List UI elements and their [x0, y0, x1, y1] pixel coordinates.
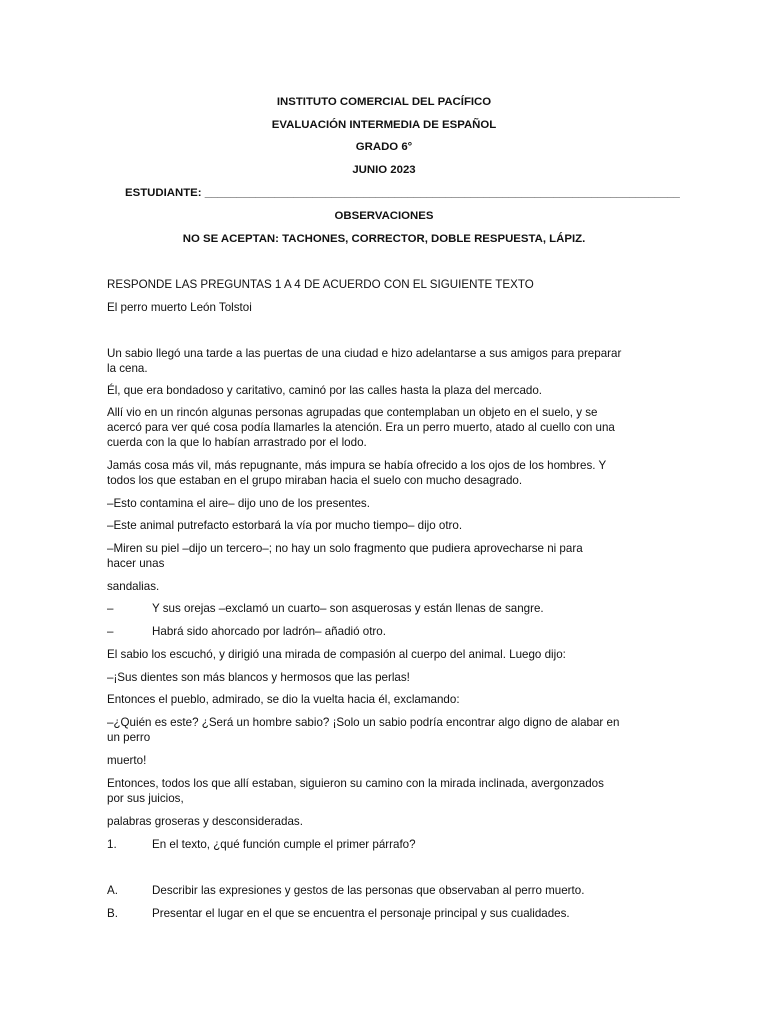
- story-line: todos los que estaban en el grupo miraban hacia el suelo con mucho desagrado.: [107, 474, 523, 487]
- option-letter: A.: [107, 884, 118, 897]
- story-line: cuerda con la que lo habían arrastrado por el lodo.: [107, 436, 367, 449]
- dash-item-text: Habrá sido ahorcado por ladrón– añadió otro.: [152, 625, 386, 638]
- dash-marker: –: [107, 602, 114, 615]
- option-letter: B.: [107, 907, 118, 920]
- story-line: palabras groseras y desconsideradas.: [107, 815, 303, 828]
- exam-title: EVALUACIÓN INTERMEDIA DE ESPAÑOL: [271, 119, 497, 131]
- option-a-text: Describir las expresiones y gestos de las personas que observaban al perro muerto.: [152, 884, 585, 897]
- story-line: El sabio los escuchó, y dirigió una mirada de compasión al cuerpo del animal. Luego dijo:: [107, 648, 566, 661]
- story-line: Entonces, todos los que allí estaban, siguieron su camino con la mirada inclinada, avergonzados: [107, 777, 604, 790]
- question-text: En el texto, ¿qué función cumple el primer párrafo?: [152, 838, 416, 851]
- story-line: Allí vio en un rincón algunas personas agrupadas que contemplaban un objeto en el suelo, y se: [107, 406, 598, 419]
- story-line: –¡Sus dientes son más blancos y hermosos que las perlas!: [107, 671, 410, 684]
- story-line: un perro: [107, 731, 151, 744]
- observations-title: OBSERVACIONES: [334, 210, 434, 222]
- story-line: hacer unas: [107, 557, 165, 570]
- exam-date: JUNIO 2023: [352, 164, 416, 176]
- story-line: la cena.: [107, 362, 148, 375]
- option-b-text: Presentar el lugar en el que se encuentra el personaje principal y sus cualidades.: [152, 907, 570, 920]
- story-title: El perro muerto León Tolstoi: [107, 301, 252, 314]
- story-line: –Esto contamina el aire– dijo uno de los presentes.: [107, 497, 370, 510]
- story-line: Entonces el pueblo, admirado, se dio la vuelta hacia él, exclamando:: [107, 693, 460, 706]
- institution-name: INSTITUTO COMERCIAL DEL PACÍFICO: [276, 96, 492, 108]
- story-line: por sus juicios,: [107, 792, 184, 805]
- story-line: Un sabio llegó una tarde a las puertas de una ciudad e hizo adelantarse a sus amigos para preparar: [107, 347, 622, 360]
- instructions: RESPONDE LAS PREGUNTAS 1 A 4 DE ACUERDO CON EL SIGUIENTE TEXTO: [107, 278, 534, 291]
- dash-marker: –: [107, 625, 114, 638]
- story-line: Él, que era bondadoso y caritativo, caminó por las calles hasta la plaza del mercado.: [107, 384, 543, 397]
- story-line: Jamás cosa más vil, más repugnante, más impura se había ofrecido a los ojos de los hombres. Y: [107, 459, 607, 472]
- story-line: acercó para ver qué cosa podía llamarles la atención. Era un perro muerto, atado al cuello con una: [107, 421, 615, 434]
- observations-text: NO SE ACEPTAN: TACHONES, CORRECTOR, DOBLE RESPUESTA, LÁPIZ.: [182, 233, 586, 245]
- student-name-field: ESTUDIANTE: ___________________________________________________________________________: [125, 187, 680, 199]
- dash-item-text: Y sus orejas –exclamó un cuarto– son asquerosas y están llenas de sangre.: [152, 602, 544, 615]
- story-line: muerto!: [107, 754, 147, 767]
- question-number: 1.: [107, 838, 117, 851]
- story-line: –¿Quién es este? ¿Será un hombre sabio? ¡Solo un sabio podría encontrar algo digno de alabar en: [107, 716, 620, 729]
- grade-label: GRADO 6°: [355, 141, 413, 153]
- story-line: –Este animal putrefacto estorbará la vía por mucho tiempo– dijo otro.: [107, 519, 463, 532]
- story-line: –Miren su piel –dijo un tercero–; no hay un solo fragmento que pudiera aprovecharse ni para: [107, 542, 583, 555]
- story-line: sandalias.: [107, 580, 160, 593]
